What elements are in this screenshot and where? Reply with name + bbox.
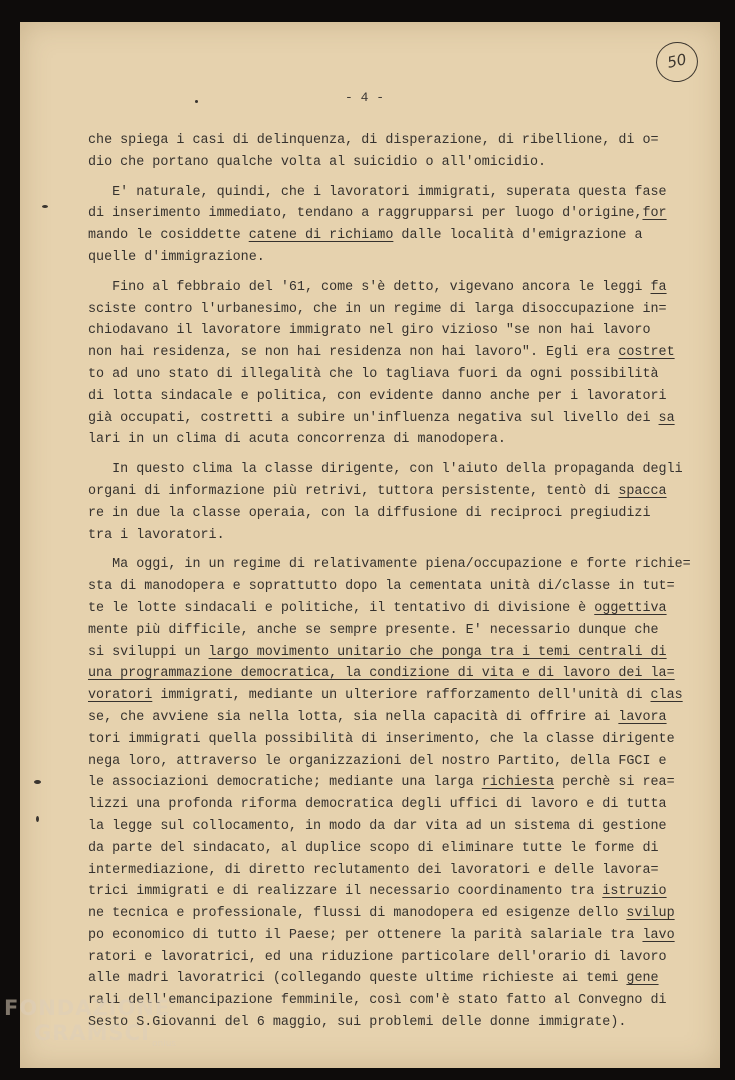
text-segment: di inserimento immediato, tendano a raggrupparsi per luogo d'origine, [88, 206, 643, 222]
underlined-text: lavo [642, 927, 675, 943]
text-segment: ratori e lavoratrici, ed una riduzione particolare dell'orario di lavoro [88, 949, 667, 965]
text-line [88, 925, 688, 947]
text-segment: nega loro, attraverso le organizzazioni del nostro Partito, della FGCI e [88, 753, 667, 769]
body-text [88, 130, 691, 1042]
watermark-onlus: onlus [152, 1039, 177, 1049]
text-segment: quelle d'immigrazione. [88, 249, 265, 265]
text-line [88, 881, 688, 903]
text-line [88, 429, 688, 451]
underlined-text: spacca [618, 483, 667, 499]
text-line [88, 247, 688, 269]
text-line [88, 947, 688, 969]
text-line [88, 408, 688, 430]
text-segment: dalle località d'emigrazione a [393, 228, 643, 244]
watermark-line1: FONDAZIONE [4, 996, 171, 1020]
text-line [88, 685, 688, 707]
text-line [88, 990, 688, 1012]
text-segment: mando le cosiddette [88, 228, 249, 244]
text-segment: te le lotte sindacali e politiche, il tentativo di divisione è [88, 600, 595, 616]
underlined-text: richiesta [481, 775, 555, 791]
text-segment: perchè si rea= [554, 775, 675, 791]
margin-mark [195, 100, 198, 103]
underlined-text: catene di richiamo [248, 228, 394, 244]
text-line [88, 277, 688, 299]
text-segment: immigrati, mediante un ulteriore rafforzamento dell'unità di [152, 688, 651, 704]
watermark-line2: GRAMSCI [34, 1021, 150, 1045]
text-segment: sciste contro l'urbanesimo, che in un regime di larga disoccupazione in= [88, 301, 667, 317]
text-segment: da parte del sindacato, al duplice scopo di eliminare tutte le forme di [88, 840, 659, 856]
text-segment: di lotta sindacale e politica, con evidente danno anche per i lavoratori [88, 388, 667, 404]
text-segment: la legge sul collocamento, in modo da dar vita ad un sistema di gestione [88, 818, 667, 834]
text-segment: lari in un clima di acuta concorrenza di manodopera. [88, 432, 506, 448]
text-segment: chiodavano il lavoratore immigrato nel giro vizioso "se non hai lavoro [88, 323, 651, 339]
text-line [88, 152, 688, 174]
underlined-text: una programmazione democratica, la condizione di vita e di lavoro dei la= [88, 666, 675, 682]
margin-mark [34, 780, 41, 784]
paragraph [88, 182, 688, 269]
text-segment: tori immigrati quella possibilità di inserimento, che la classe dirigente [88, 731, 675, 747]
page-number: - 4 - [345, 90, 385, 105]
text-segment: to ad uno stato di illegalità che lo tagliava fuori da ogni possibilità [88, 366, 659, 382]
text-line [88, 598, 688, 620]
text-line [88, 816, 688, 838]
text-line [88, 1012, 688, 1034]
margin-mark [42, 205, 48, 208]
text-segment: trici immigrati e di realizzare il necessario coordinamento tra [88, 884, 603, 900]
text-segment: non hai residenza, se non hai residenza non hai lavoro". Egli era [88, 345, 619, 361]
text-line [88, 320, 688, 342]
text-segment: già occupati, costretti a subire un'influenza negativa sul livello dei [88, 410, 659, 426]
text-segment: si sviluppi un [88, 644, 209, 660]
text-line [88, 794, 688, 816]
underlined-text: istruzio [602, 884, 667, 900]
text-line [88, 751, 688, 773]
text-segment: tra i lavoratori. [88, 527, 225, 543]
text-line [88, 481, 688, 503]
underlined-text: gene [626, 971, 659, 987]
text-line [88, 838, 688, 860]
text-segment: alle madri lavoratrici (collegando queste ultime richieste ai temi [88, 971, 627, 987]
text-segment: Ma oggi, in un regime di relativamente piena/occupazione e forte richie= [88, 557, 691, 573]
underlined-text: fa [650, 279, 667, 295]
text-segment: E' naturale, quindi, che i lavoratori immigrati, superata questa fase [88, 184, 667, 200]
text-line [88, 620, 688, 642]
text-line [88, 576, 688, 598]
text-line [88, 342, 688, 364]
underlined-text: costret [618, 345, 675, 361]
text-line [88, 525, 688, 547]
text-line [88, 860, 688, 882]
text-line [88, 663, 688, 685]
text-segment: Sesto S.Giovanni del 6 maggio, sui problemi delle donne immigrate). [88, 1015, 627, 1031]
text-line [88, 386, 688, 408]
text-segment: rali dell'emancipazione femminile, così com'è stato fatto al Convegno di [88, 993, 667, 1009]
underlined-text: lavora [618, 709, 667, 725]
text-segment: intermediazione, di diretto reclutamento dei lavoratori e delle lavora= [88, 862, 659, 878]
margin-mark [36, 816, 39, 822]
text-segment: lizzi una profonda riforma democratica degli uffici di lavoro e di tutta [88, 797, 667, 813]
text-line [88, 182, 688, 204]
underlined-text: largo movimento unitario che ponga tra i temi centrali di [208, 644, 667, 660]
underlined-text: clas [650, 688, 683, 704]
underlined-text: sa [658, 410, 675, 426]
text-line [88, 729, 688, 751]
text-line [88, 459, 688, 481]
text-segment: re in due la classe operaia, con la diffusione di reciproci pregiudizi [88, 505, 651, 521]
text-line [88, 554, 691, 576]
underlined-text: for [642, 206, 667, 222]
text-segment: mente più difficile, anche se sempre presente. E' necessario dunque che [88, 622, 659, 638]
text-segment: In questo clima la classe dirigente, con l'aiuto della propaganda degli [88, 462, 683, 478]
paragraph [88, 277, 688, 451]
text-line [88, 903, 688, 925]
paragraph [88, 554, 691, 1034]
watermark [4, 996, 177, 1049]
text-line [88, 968, 688, 990]
text-segment: dio che portano qualche volta al suicidio o all'omicidio. [88, 154, 547, 170]
text-line [88, 299, 688, 321]
paragraph [88, 130, 688, 174]
text-segment: che spiega i casi di delinquenza, di disperazione, di ribellione, di o= [88, 133, 659, 148]
text-line [88, 225, 688, 247]
handwritten-page-number: 50 [652, 38, 701, 86]
text-segment: Fino al febbraio del '61, come s'è detto, vigevano ancora le leggi [88, 279, 651, 295]
text-segment: se, che avviene sia nella lotta, sia nella capacità di offrire ai [88, 709, 619, 725]
text-segment: le associazioni democratiche; mediante una larga [88, 775, 482, 791]
text-segment: ne tecnica e professionale, flussi di manodopera ed esigenze dello [88, 906, 627, 922]
text-segment: sta di manodopera e soprattutto dopo la cementata unità di/classe in tut= [88, 579, 675, 595]
text-line [88, 130, 688, 152]
paragraph [88, 459, 688, 546]
text-line [88, 707, 688, 729]
text-line [88, 642, 688, 664]
text-line [88, 503, 688, 525]
text-line [88, 203, 688, 225]
underlined-text: svilup [626, 906, 675, 922]
text-line [88, 772, 688, 794]
text-line [88, 364, 688, 386]
text-segment: organi di informazione più retrivi, tuttora persistente, tentò di [88, 483, 619, 499]
underlined-text: oggettiva [594, 600, 667, 616]
text-segment: po economico di tutto il Paese; per ottenere la parità salariale tra [88, 927, 643, 943]
underlined-text: voratori [88, 688, 153, 704]
